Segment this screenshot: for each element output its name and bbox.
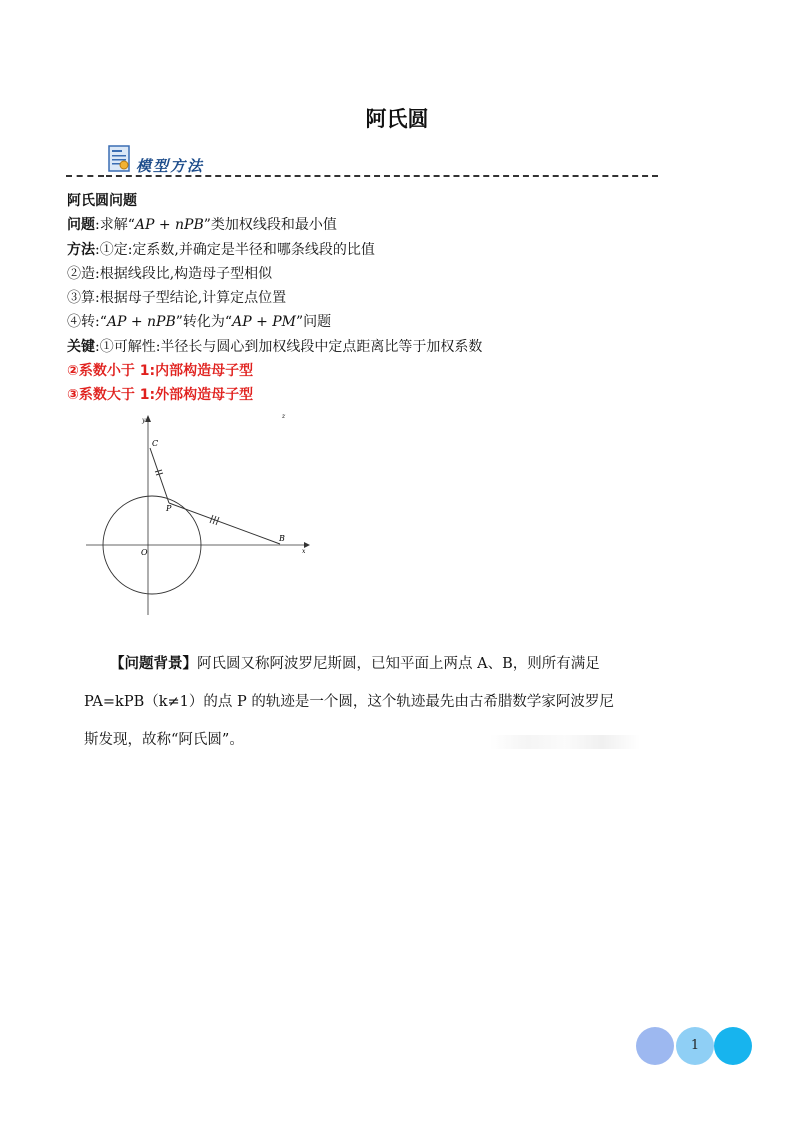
label-c: C [152,439,159,448]
y-axis-arrow [145,415,151,422]
segment-pb [169,503,280,544]
step4-pre: ④转:“ [67,314,107,331]
problem-label: 问题 [67,217,95,234]
page-indicator [636,1027,754,1067]
key-line [67,335,707,359]
page-title: 阿氏圆 [365,107,429,131]
step4-line [67,310,707,334]
step2-line: ②造:根据线段比,构造母子型相似 [67,265,273,282]
tick-marks-pb [210,515,219,525]
section-header [106,145,658,179]
key-text: :①可解性:半径长与圆心到加权线段中定点距离比等于加权系数 [95,338,483,355]
label-o: O [141,548,148,557]
label-z: z [282,413,286,420]
tick-marks-cp [155,470,163,475]
label-x: x [302,548,306,555]
background-label: 【问题背景】 [110,656,197,672]
red-line-1: ②系数小于 1:内部构造母子型 [67,363,254,380]
geometry-figure [82,410,322,622]
problem-math: AP + nPB [134,217,204,234]
label-y: y [142,417,146,424]
document-icon [108,145,132,173]
section-rule [106,175,658,177]
background-line-2: PA=kPB（k≠1）的点 P 的轨迹是一个圆，这个轨迹最先由古希腊数学家阿波罗尼 [84,694,614,710]
method-line [67,238,707,262]
page-circle-left [636,1027,674,1065]
problem-line [67,213,707,237]
step4-math1: AP + nPB [106,314,176,331]
label-p: P [166,504,172,513]
section-rule-lead [66,175,104,177]
step4-math2: AP + PM [232,314,297,331]
key-label: 关键 [67,338,95,355]
content-block [67,189,707,408]
problem-post: ”类加权线段和最小值 [203,217,337,234]
scan-smudge [490,735,640,749]
step4-post: ”问题 [296,314,332,331]
label-b: B [279,534,285,543]
content-heading: 阿氏圆问题 [67,193,137,209]
page-circle-right [714,1027,752,1065]
section-label: 模型方法 [136,157,205,175]
problem-pre: :求解“ [95,217,135,234]
background-text-1: 阿氏圆又称阿波罗尼斯圆，已知平面上两点 A、B，则所有满足 [197,656,600,672]
background-line-3: 斯发现，故称“阿氏圆”。 [84,732,244,748]
background-line-1 [84,645,644,683]
page-number: 1 [690,1038,700,1053]
step3-line: ③算:根据母子型结论,计算定点位置 [67,290,287,307]
red-line-2: ③系数大于 1:外部构造母子型 [67,387,254,404]
segment-cp [150,448,169,503]
method-label: 方法 [67,241,95,258]
method-text: :①定:定系数,并确定是半径和哪条线段的比值 [95,241,375,258]
step4-mid: ”转化为“ [175,314,233,331]
